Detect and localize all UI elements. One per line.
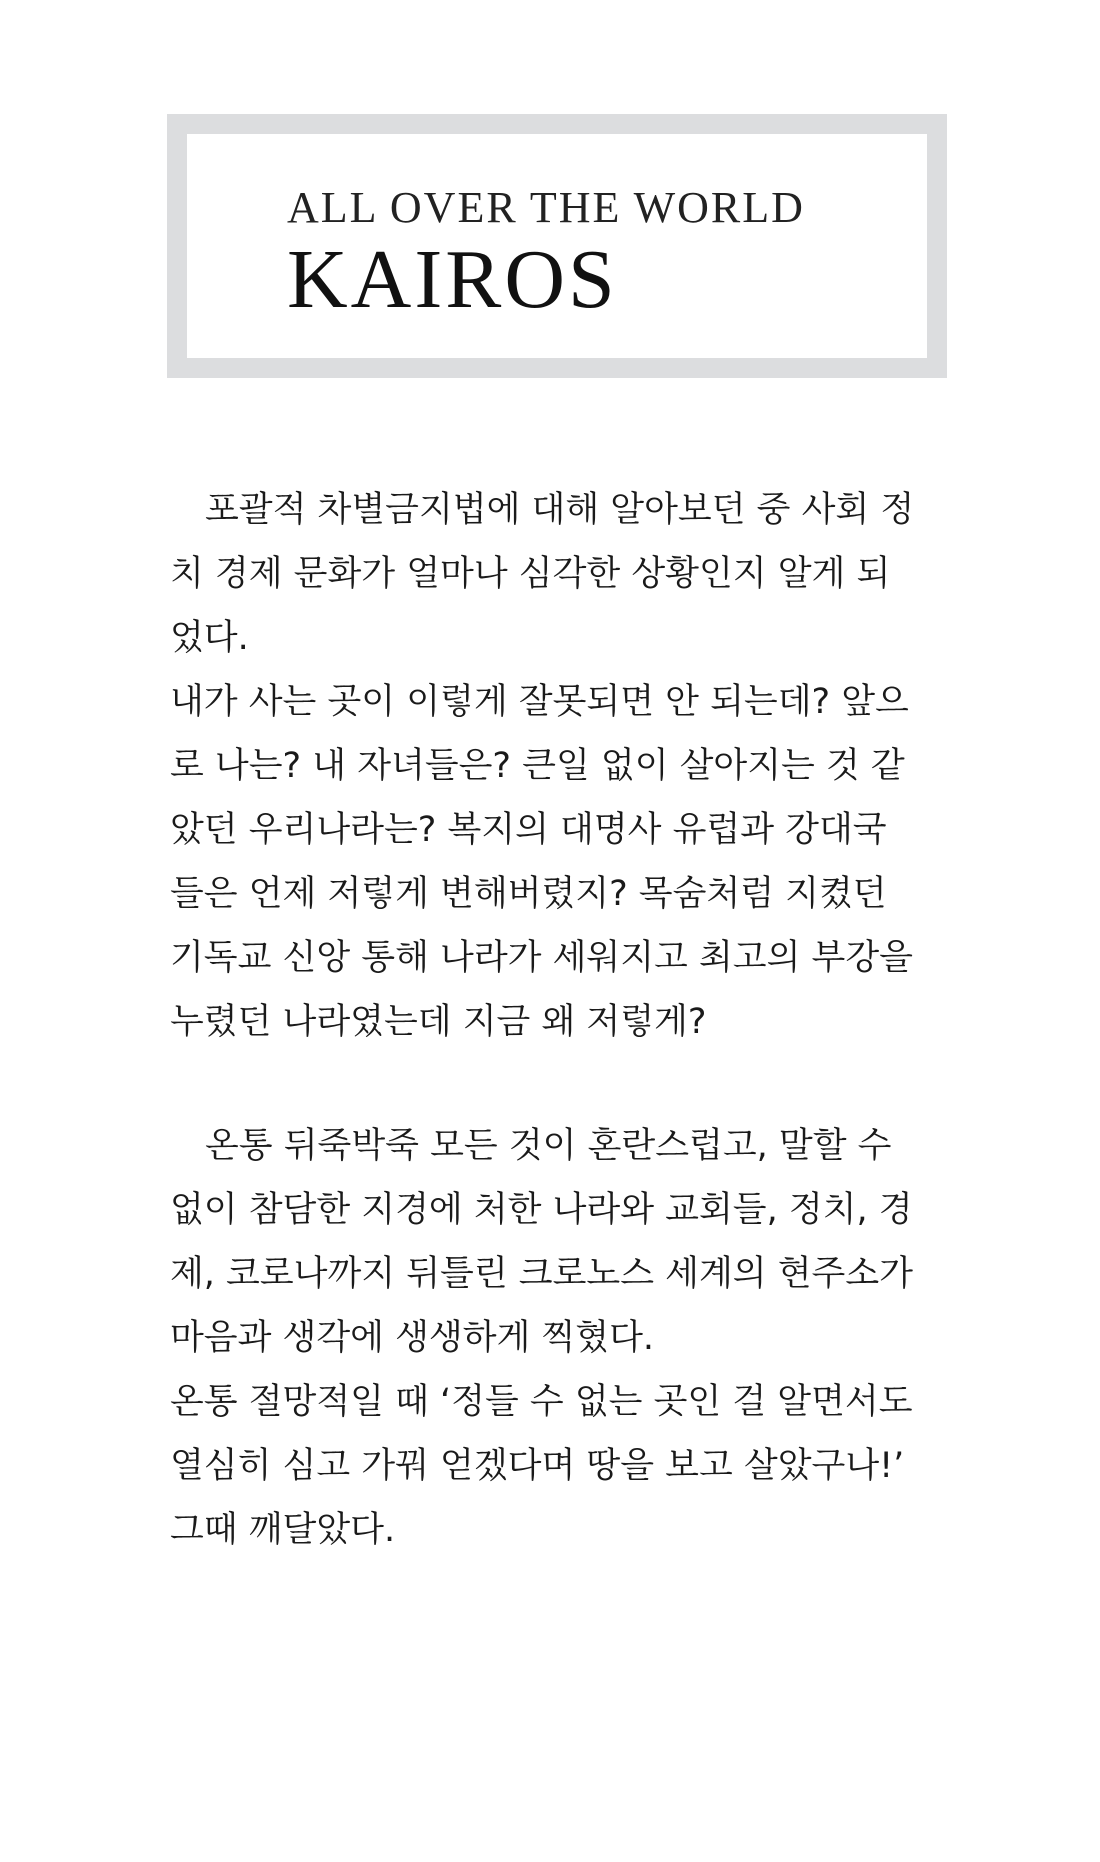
text-line: 내가 사는 곳이 이렇게 잘못되면 안 되는데? 앞으 (170, 682, 909, 722)
section-subtitle: ALL OVER THE WORLD (287, 183, 805, 232)
text-line: 치 경제 문화가 얼마나 심각한 상황인지 알게 되 (170, 554, 891, 594)
text-line: 없이 참담한 지경에 처한 나라와 교회들, 정치, 경 (170, 1190, 913, 1230)
paragraph-1 (170, 478, 960, 1054)
text-line: 온통 뒤죽박죽 모든 것이 혼란스럽고, 말할 수 (205, 1126, 892, 1166)
title-box-inner (187, 134, 927, 358)
text-line: 로 나는? 내 자녀들은? 큰일 없이 살아지는 것 같 (170, 746, 905, 786)
section-title: KAIROS (287, 233, 618, 326)
text-line: 기독교 신앙 통해 나라가 세워지고 최고의 부강을 (170, 938, 913, 978)
body-text (170, 478, 960, 1562)
paragraph-gap (170, 1054, 960, 1114)
text-line: 제, 코로나까지 뒤틀린 크로노스 세계의 현주소가 (170, 1254, 913, 1294)
text-line: 열심히 심고 가꿔 얻겠다며 땅을 보고 살았구나!’ (170, 1446, 905, 1486)
paragraph-2 (170, 1114, 960, 1562)
text-line: 마음과 생각에 생생하게 찍혔다. (170, 1318, 655, 1358)
text-line: 온통 절망적일 때 ‘정들 수 없는 곳인 걸 알면서도 (170, 1382, 913, 1422)
text-line: 누렸던 나라였는데 지금 왜 저렇게? (170, 1002, 707, 1042)
text-line: 그때 깨달았다. (170, 1510, 396, 1550)
text-line: 포괄적 차별금지법에 대해 알아보던 중 사회 정 (205, 490, 915, 530)
title-box (167, 114, 947, 378)
text-line: 았던 우리나라는? 복지의 대명사 유럽과 강대국 (170, 810, 887, 850)
text-line: 었다. (170, 618, 249, 658)
text-line: 들은 언제 저렇게 변해버렸지? 목숨처럼 지켰던 (170, 874, 887, 914)
